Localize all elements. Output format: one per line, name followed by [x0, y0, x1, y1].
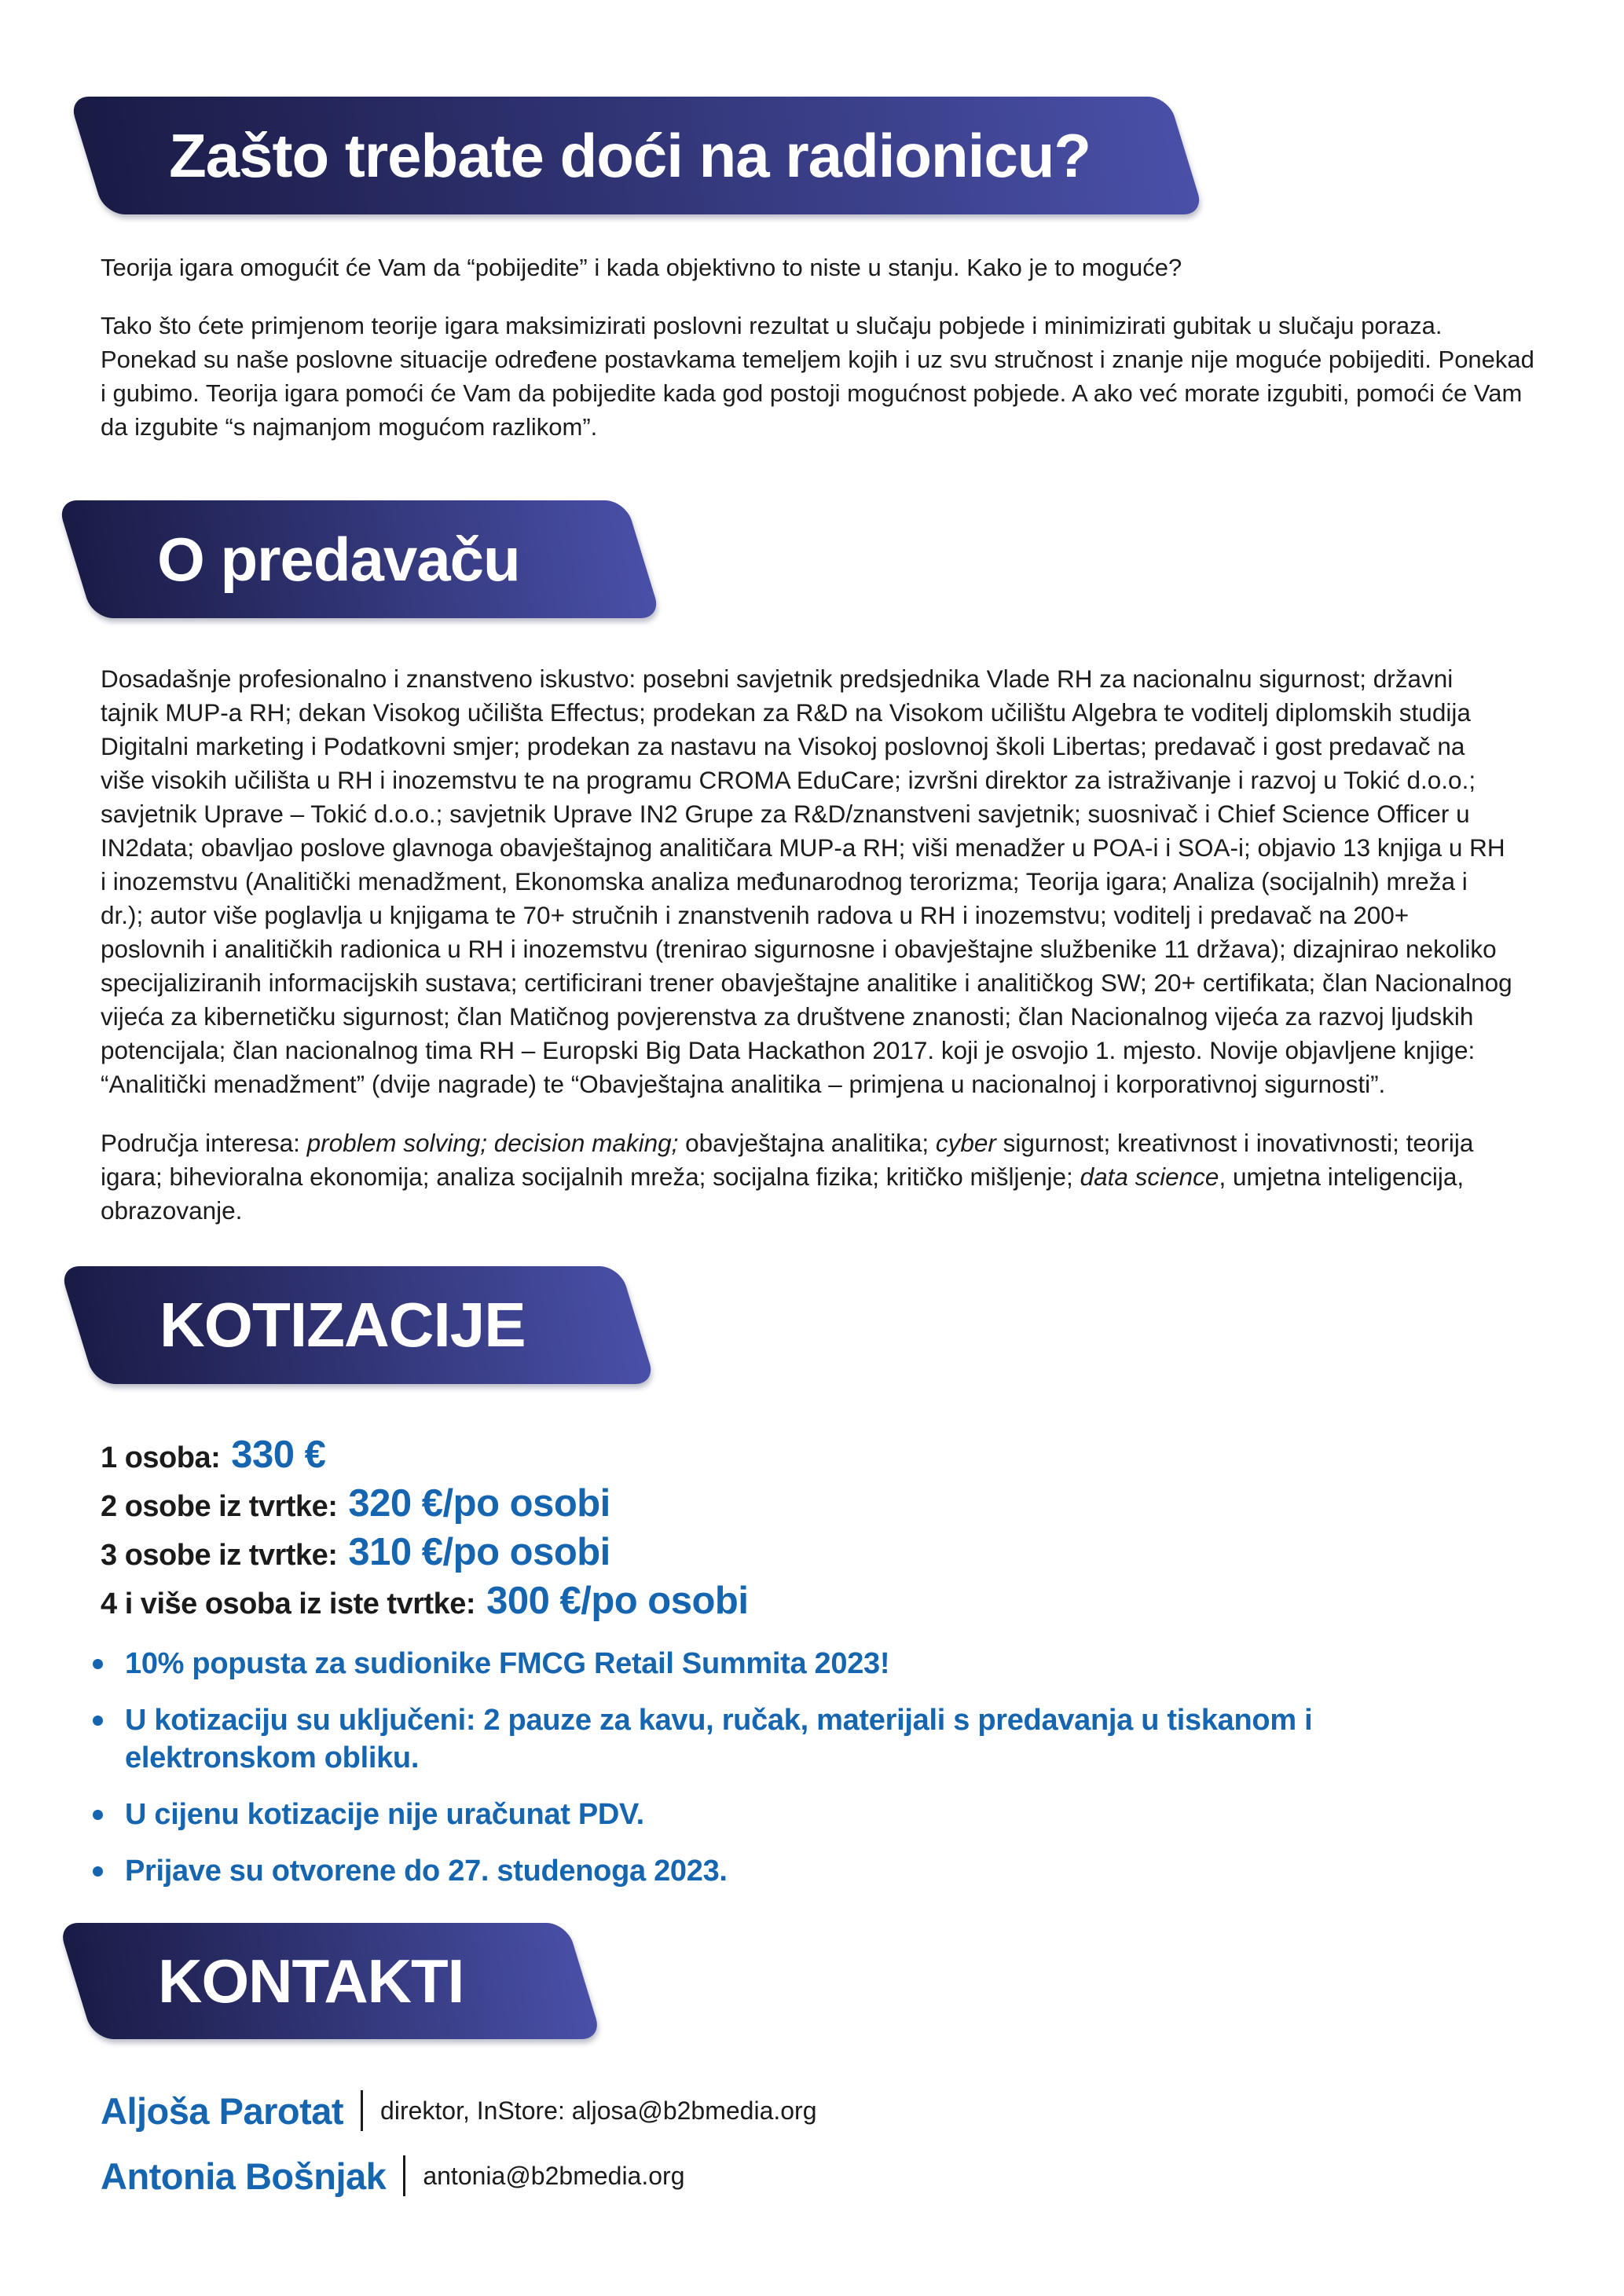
lecturer-bio-paragraph: Dosadašnje profesionalno i znanstveno iskustvo: posebni savjetnik predsjednika Vlade RH za nacionalnu sigurnost; državni tajnik MUP-a RH; dekan Visokog učilišta Effectus; prodekan za R&D na Visokom učilištu Algebra te voditelj diplomskih studija Digitalni marketing i Podatkovni smjer; prodekan za nastavu na Visokoj poslovnoj školi Libertas; predavač i gost predavač na više visokih učilišta u RH i inozemstvu te na programu CROMA EduCare; izvršni direktor za istraživanje i razvoj u Tokić d.o.o.; savjetnik Uprave – Tokić d.o.o.; savjetnik Uprave IN2 Grupe za R&D/znanstveni savjetnik; suosnivač i Chief Science Officer u IN2data; obavljao poslove glavnoga obavještajnog analitičara MUP-a RH; viši menadžer u POA-i i SOA-i; objavio 13 knjiga u RH i inozemstvu (Analitički menadžment, Ekonomska analiza međunarodnog terorizma; Teorija igara; Analiza (socijalnih) mreža i dr.); autor više poglavlja u knjigama te 70+ stručnih i znanstvenih radova u RH i inozemstvu; voditelj i predavač na 200+ poslovnih i analitičkih radionica u RH i inozemstvu (trenirao sigurnosne i obavještajne službenike 11 država); dizajnirao nekoliko specijaliziranih informacijskih sustava; certificirani trener obavještajne analitike i analitičkog SW; 20+ certifikata; član Nacionalnog vijeća za kibernetičku sigurnost; član Matičnog povjerenstva za društvene znanosti; član Nacionalnog vijeća za razvoj ljudskih potencijala; član nacionalnog tima RH – Europski Big Data Hackathon 2017. koji je osvojio 1. mjesto. Novije objavljene knjige: “Analitički menadžment” (dvije nagrade) te “Obavještajna analitika – primjena u nacionalnoj i korporativnoj sigurnosti”. — [101, 665, 1512, 1098]
interests-segment: sigurnost; kreativnost i inovativnosti; teorija igara; bihevioralna ekonomija; analiza socijalnih mreža; socijalna fizika; kritičko mišljenje; — [101, 1128, 1474, 1191]
interests-segment: obavještajna analitika; — [678, 1128, 936, 1157]
lecturer-interests-paragraph — [101, 1126, 1515, 1228]
contact-row — [101, 2089, 1624, 2133]
banner-contacts — [57, 1923, 602, 2039]
interests-segment: Područja interesa: — [101, 1128, 307, 1157]
price-value: 320 €/po osobi — [348, 1481, 610, 1525]
why-intro-paragraph: Teorija igara omogućit će Vam da “pobijedite” i kada objektivno to niste u stanju. Kako je to moguće? — [101, 254, 1182, 281]
interests-segment: , umjetna inteligencija, obrazovanje. — [101, 1162, 1465, 1225]
price-value: 310 €/po osobi — [348, 1530, 610, 1573]
price-label: 2 osobe iz tvrtke: — [101, 1489, 338, 1523]
banner-why — [68, 97, 1204, 214]
price-value: 330 € — [231, 1433, 326, 1476]
bullet-text: U kotizaciju su uključeni: 2 pauze za kavu, ručak, materijali s predavanja u tiskanom i elektronskom obliku. — [125, 1703, 1313, 1774]
list-item — [93, 1796, 1444, 1833]
bullet-text: Prijave su otvorene do 27. studenoga 2023. — [125, 1854, 728, 1888]
banner-fees-title: KOTIZACIJE — [159, 1289, 526, 1360]
price-list — [101, 1433, 1624, 1628]
bullet-text: U cijenu kotizacije nije uračunat PDV. — [125, 1797, 644, 1831]
contact-name: Antonia Bošnjak — [101, 2155, 387, 2197]
price-label: 4 i više osoba iz iste tvrtke: — [101, 1587, 476, 1620]
separator-bar — [361, 2090, 363, 2131]
bullet-text: 10% popusta za sudionike FMCG Retail Summita 2023! — [125, 1646, 890, 1680]
contact-detail: direktor, InStore: aljosa@b2bmedia.org — [380, 2096, 817, 2125]
interests-segment: data science — [1080, 1162, 1219, 1191]
banner-why-title: Zašto trebate doći na radionicu? — [169, 120, 1091, 190]
price-row — [101, 1530, 1624, 1579]
list-item — [93, 1645, 1444, 1683]
list-item — [93, 1852, 1444, 1890]
contact-row — [101, 2155, 1624, 2198]
price-value: 300 €/po osobi — [486, 1579, 749, 1622]
banner-fees — [59, 1266, 656, 1384]
price-row — [101, 1433, 1624, 1481]
bullet-dot-icon — [93, 1716, 103, 1726]
why-detail-paragraph: Tako što ćete primjenom teorije igara maksimizirati poslovni rezultat u slučaju pobjede i minimizirati gubitak u slučaju poraza. Ponekad su naše poslovne situacije određene postavkama temeljem kojih i uz svu stručnost i znanje nije moguće pobijediti. Ponekad i gubimo. Teorija igara pomoći će Vam da pobijedite kada god postoji mogućnost pobjede. A ako već morate izgubiti, pomoći će Vam da izgubite “s najmanjom mogućom razlikom”. — [101, 312, 1534, 441]
banner-lecturer — [57, 500, 662, 618]
price-row — [101, 1579, 1624, 1628]
bullet-dot-icon — [93, 1659, 103, 1669]
price-label: 3 osobe iz tvrtke: — [101, 1538, 338, 1572]
contact-name: Aljoša Parotat — [101, 2089, 344, 2132]
price-row — [101, 1481, 1624, 1530]
interests-segment: problem solving; decision making; — [306, 1128, 679, 1157]
price-label: 1 osoba: — [101, 1441, 221, 1474]
banner-contacts-title: KONTAKTI — [158, 1946, 464, 2015]
separator-bar — [403, 2155, 405, 2196]
list-item — [93, 1701, 1444, 1777]
contact-detail: antonia@b2bmedia.org — [423, 2161, 685, 2190]
bullet-dot-icon — [93, 1810, 103, 1820]
interests-segment: cyber — [935, 1128, 996, 1157]
fees-bullet-list — [93, 1645, 1624, 1890]
contact-list — [101, 2089, 1624, 2198]
bullet-dot-icon — [93, 1866, 103, 1877]
banner-lecturer-title: O predavaču — [157, 524, 520, 594]
